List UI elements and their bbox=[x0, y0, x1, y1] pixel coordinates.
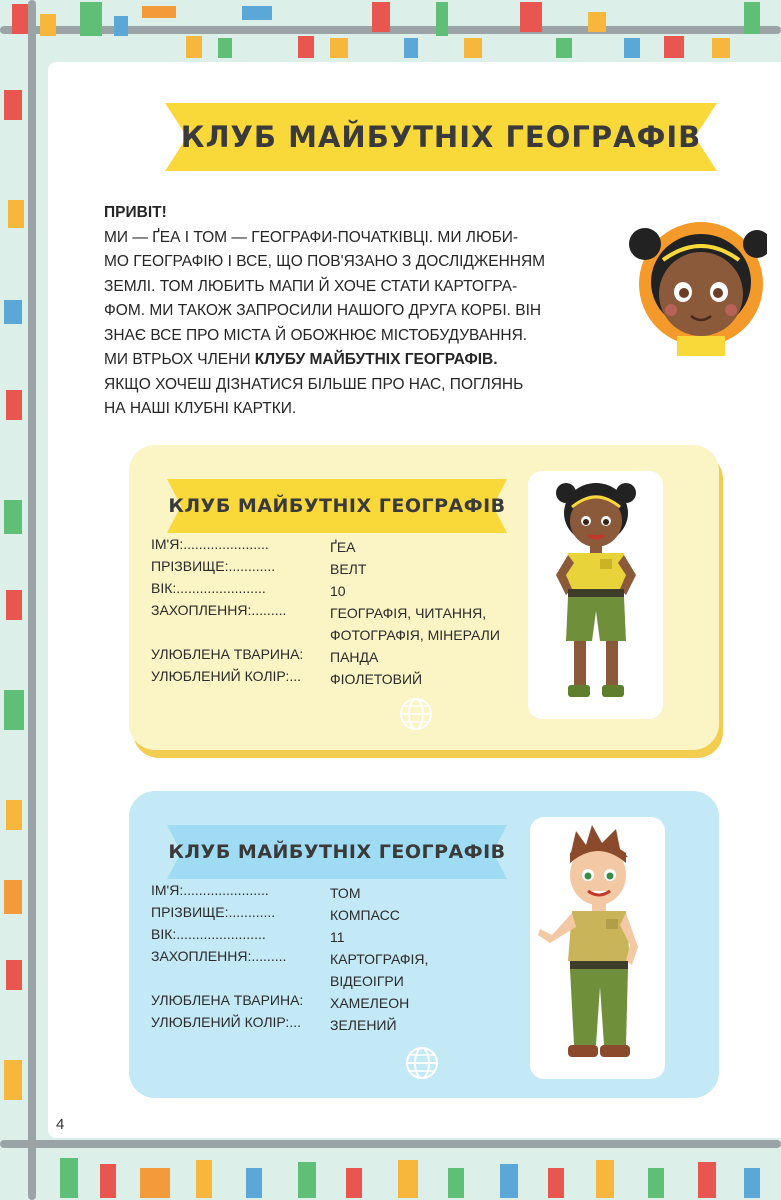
city-border-left bbox=[0, 0, 48, 1200]
card-title: КЛУБ МАЙБУТНІХ ГЕОГРАФІВ bbox=[168, 495, 506, 517]
greeting: ПРИВІТ! bbox=[104, 204, 167, 221]
name-label: ІМ'Я:...................... bbox=[151, 536, 269, 552]
color-value: ФІОЛЕТОВИЙ bbox=[330, 671, 423, 687]
hobbies-line: ФОТОГРАФІЯ, МІНЕРАЛИ bbox=[330, 627, 500, 643]
intro-line: ЗНАЄ ВСЕ ПРО МІСТА Й ОБОЖНЮЄ МІСТОБУДУВАННЯ. bbox=[104, 326, 528, 344]
page-title: КЛУБ МАЙБУТНІХ ГЕОГРАФІВ bbox=[180, 120, 702, 154]
city-border-top bbox=[0, 0, 781, 62]
age-label: ВІК:....................... bbox=[151, 580, 266, 596]
hobbies-line: ВІДЕОІГРИ bbox=[330, 973, 404, 989]
intro-line: МИ — ҐЕА І ТОМ — ГЕОГРАФИ-ПОЧАТКІВЦІ. МИ ЛЮБИ- bbox=[104, 228, 519, 246]
surname-value: КОМПАСС bbox=[330, 907, 400, 923]
animal-value: ПАНДА bbox=[330, 649, 379, 665]
age-label: ВІК:....................... bbox=[151, 926, 266, 942]
members-prefix: МИ ВТРЬОХ ЧЛЕНИ bbox=[104, 351, 255, 368]
surname-value: ВЕЛТ bbox=[330, 561, 367, 577]
intro-line: ФОМ. МИ ТАКОЖ ЗАПРОСИЛИ НАШОГО ДРУГА КОРБІ. ВІН bbox=[104, 302, 542, 319]
hobbies-value bbox=[330, 602, 540, 646]
hobbies-line: ГЕОГРАФІЯ, ЧИТАННЯ, bbox=[330, 605, 487, 621]
globe-icon bbox=[405, 1046, 439, 1080]
club-card-tom bbox=[129, 791, 719, 1098]
name-label: ІМ'Я:...................... bbox=[151, 882, 269, 898]
name-value: ҐЕА bbox=[330, 539, 356, 555]
gea-figure bbox=[528, 471, 663, 719]
tom-figure bbox=[530, 817, 665, 1079]
name-value: ТОМ bbox=[330, 885, 361, 901]
card-fields bbox=[151, 882, 551, 1036]
intro-text bbox=[104, 201, 584, 422]
page-number: 4 bbox=[56, 1116, 65, 1133]
age-value: 10 bbox=[330, 583, 346, 599]
age-value: 11 bbox=[330, 929, 345, 945]
intro-members-line bbox=[104, 348, 584, 373]
animal-value: ХАМЕЛЕОН bbox=[330, 995, 410, 1011]
card-title: КЛУБ МАЙБУТНІХ ГЕОГРАФІВ bbox=[168, 841, 506, 863]
intro-line: ЗЕМЛІ. ТОМ ЛЮБИТЬ МАПИ Й ХОЧЕ СТАТИ КАРТОГРА- bbox=[104, 277, 518, 295]
gea-avatar bbox=[627, 212, 767, 356]
hobbies-label: ЗАХОПЛЕННЯ:......... bbox=[151, 602, 287, 618]
hobbies-line: КАРТОГРАФІЯ, bbox=[330, 951, 429, 967]
title-banner bbox=[165, 103, 717, 171]
color-label: УЛЮБЛЕНИЙ КОЛІР:... bbox=[151, 668, 301, 684]
intro-line: ЯКЩО ХОЧЕШ ДІЗНАТИСЯ БІЛЬШЕ ПРО НАС, ПОГЛЯНЬ bbox=[104, 375, 524, 393]
club-card-gea bbox=[129, 445, 719, 750]
surname-label: ПРІЗВИЩЕ:............ bbox=[151, 904, 276, 920]
card-fields bbox=[151, 536, 551, 690]
animal-label: УЛЮБЛЕНА ТВАРИНА: bbox=[151, 992, 304, 1008]
city-border-bottom bbox=[0, 1138, 781, 1200]
color-label: УЛЮБЛЕНИЙ КОЛІР:... bbox=[151, 1014, 301, 1030]
hobbies-label: ЗАХОПЛЕННЯ:......... bbox=[151, 948, 287, 964]
club-name-bold: КЛУБУ МАЙБУТНІХ ГЕОГРАФІВ. bbox=[254, 351, 498, 368]
globe-icon bbox=[399, 697, 433, 731]
color-value: ЗЕЛЕНИЙ bbox=[330, 1017, 397, 1033]
surname-label: ПРІЗВИЩЕ:............ bbox=[151, 558, 276, 574]
animal-label: УЛЮБЛЕНА ТВАРИНА: bbox=[151, 646, 304, 662]
intro-line: МО ГЕОГРАФІЮ І ВСЕ, ЩО ПОВ'ЯЗАНО З ДОСЛІДЖЕННЯМ bbox=[104, 253, 546, 270]
card-banner bbox=[167, 825, 507, 879]
intro-line: НА НАШІ КЛУБНІ КАРТКИ. bbox=[104, 400, 297, 417]
hobbies-value bbox=[330, 948, 540, 992]
card-banner bbox=[167, 479, 507, 533]
